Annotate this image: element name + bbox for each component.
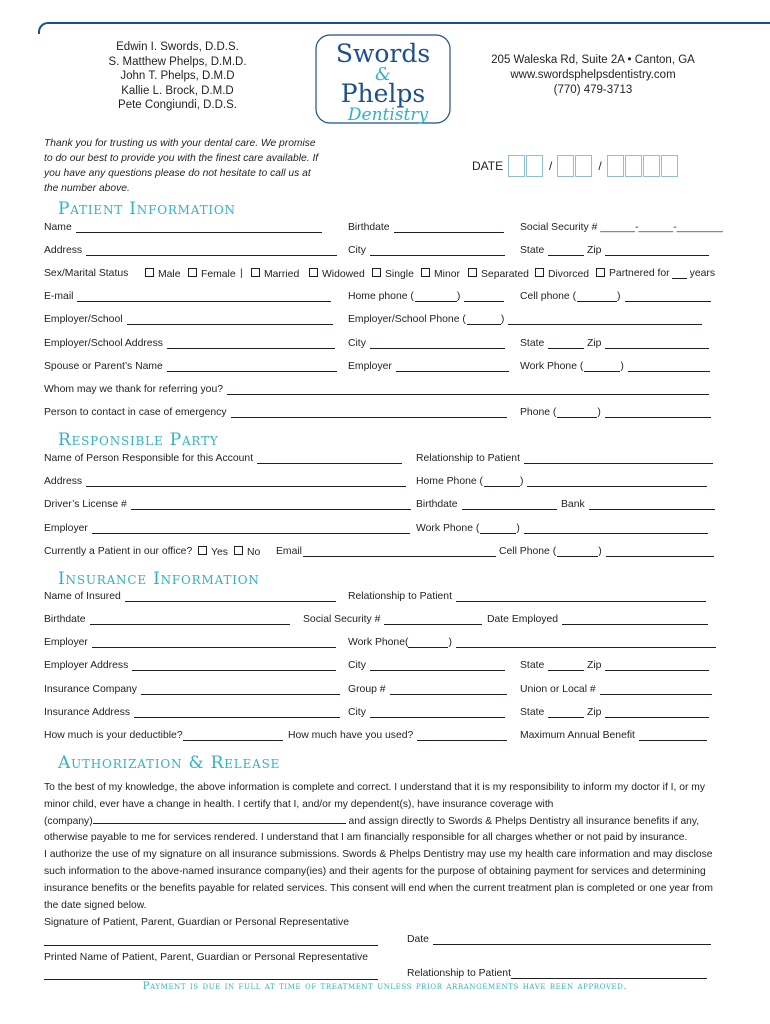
checkbox-no[interactable]: No <box>234 546 260 558</box>
patient-cell-phone-field[interactable]: Cell phone ( ) <box>520 291 711 302</box>
checkbox-minor[interactable]: Minor <box>421 268 460 280</box>
authorization-paragraph-1b: and assign directly to Swords & Phelps Dentistry all insurance benefits if any, otherwise payable to me for services rendered. I understand that I am financially responsible for all charges whether or not paid by insurance. <box>44 815 700 844</box>
insurance-city-field[interactable]: City <box>348 707 505 718</box>
emergency-contact-field[interactable]: Person to contact in case of emergency <box>44 407 507 418</box>
date-day-box-2[interactable] <box>575 155 592 177</box>
patient-zip-field[interactable]: Zip <box>587 245 709 256</box>
section-title-insurance: Insurance Information <box>58 569 260 589</box>
separator-bar: | <box>240 268 243 279</box>
logo-script-dentistry: Dentistry <box>347 105 429 125</box>
patient-email-field[interactable]: E-mail <box>44 291 331 302</box>
company-input-line[interactable] <box>93 814 346 824</box>
checkbox-icon[interactable] <box>596 268 605 277</box>
checkbox-icon[interactable] <box>421 268 430 277</box>
insurance-state-field[interactable]: State <box>520 707 584 718</box>
insured-employer-city-field[interactable]: City <box>348 660 505 671</box>
max-annual-benefit-field[interactable]: Maximum Annual Benefit <box>520 730 707 741</box>
union-local-field[interactable]: Union or Local # <box>520 684 712 695</box>
date-slash: / <box>549 159 553 173</box>
payment-footer-note: Payment is due in full at time of treatment unless prior arrangements have been approved. <box>142 981 628 992</box>
patient-address-field[interactable]: Address <box>44 245 337 256</box>
current-patient-label: Currently a Patient in our office? <box>44 546 193 557</box>
patient-ssn-field[interactable]: Social Security # ______-______-________ <box>520 222 723 233</box>
dentist-name: Edwin I. Swords, D.D.S. <box>116 41 239 53</box>
checkbox-divorced[interactable]: Divorced <box>535 268 589 280</box>
checkbox-partnered[interactable]: Partnered for years <box>596 268 715 279</box>
patient-state-field[interactable]: State <box>520 245 584 256</box>
employer-school-city-field[interactable]: City <box>348 338 505 349</box>
insured-employer-field[interactable]: Employer <box>44 637 336 648</box>
sex-marital-label: Sex/Marital Status <box>44 268 129 279</box>
date-year-box-1[interactable] <box>607 155 624 177</box>
employer-school-phone-field[interactable]: Employer/School Phone ( ) <box>348 314 702 325</box>
logo-word-swords: Swords <box>335 39 431 68</box>
insured-name-field[interactable]: Name of Insured <box>44 591 336 602</box>
signature-label: Signature of Patient, Parent, Guardian or Personal Representative <box>44 917 349 928</box>
date-month-box-2[interactable] <box>526 155 543 177</box>
insured-work-phone-field[interactable]: Work Phone( ) <box>348 637 716 648</box>
insured-employer-state-field[interactable]: State <box>520 660 584 671</box>
emergency-phone-field[interactable]: Phone ( ) <box>520 407 711 418</box>
date-day-box-1[interactable] <box>557 155 574 177</box>
section-title-authorization: Authorization & Release <box>58 753 281 773</box>
authorization-paragraph-2: I authorize the use of my signature on all insurance submissions. Swords & Phelps Dentistry may use my health care information and may disclose such information to the above-named insurance company(ies) and their agents for the purpose of obtaining payment for services and determining insurance benefits or the benefits payable for related services. This consent will end when the current treatment plan is completed or one year from the date signed below. <box>44 849 713 911</box>
employer-school-field[interactable]: Employer/School <box>44 314 333 325</box>
date-slash: / <box>598 159 602 173</box>
patient-city-field[interactable]: City <box>348 245 505 256</box>
insurance-address-field[interactable]: Insurance Address <box>44 707 340 718</box>
checkbox-icon[interactable] <box>309 268 318 277</box>
printed-name-label: Printed Name of Patient, Parent, Guardian or Personal Representative <box>44 952 369 963</box>
address-line: 205 Waleska Rd, Suite 2A • Canton, GA <box>491 54 695 66</box>
date-year-box-4[interactable] <box>661 155 678 177</box>
intro-text: Thank you for trusting us with your dental care. We promise to do our best to provide you with the finest care available. If you have any questions please do not hesitate to call us at the number above. <box>44 138 319 194</box>
insurance-company-field[interactable]: Insurance Company <box>44 684 340 695</box>
responsible-cell-phone-field[interactable]: Cell Phone ( ) <box>499 546 714 557</box>
checkbox-icon[interactable] <box>198 546 207 555</box>
section-title-patient: Patient Information <box>58 199 236 219</box>
checkbox-icon[interactable] <box>188 268 197 277</box>
employer-school-state-field[interactable]: State <box>520 338 584 349</box>
date-year-box-2[interactable] <box>625 155 642 177</box>
date-year-box-3[interactable] <box>643 155 660 177</box>
signature-date-field[interactable]: Date <box>407 934 711 945</box>
logo-word-phelps: Phelps <box>340 79 426 108</box>
practice-address <box>488 53 698 98</box>
checkbox-icon[interactable] <box>145 268 154 277</box>
responsible-email-field[interactable]: Email <box>276 546 496 557</box>
phone-number: (770) 479-3713 <box>553 84 633 96</box>
spouse-parent-name-field[interactable]: Spouse or Parent’s Name <box>44 361 337 372</box>
date-label: DATE <box>472 159 504 173</box>
company-label: (company) <box>44 815 93 827</box>
responsible-address-field[interactable]: Address <box>44 476 406 487</box>
checkbox-icon[interactable] <box>372 268 381 277</box>
checkbox-married[interactable]: Married <box>251 268 299 280</box>
logo-ampersand: & <box>374 64 392 85</box>
insurance-relationship-field[interactable]: Relationship to Patient <box>348 591 706 602</box>
employer-school-address-field[interactable]: Employer/School Address <box>44 338 335 349</box>
dentist-name: S. Matthew Phelps, D.M.D. <box>108 55 247 68</box>
amount-used-field[interactable]: How much have you used? <box>288 730 507 741</box>
signature-relationship-field[interactable]: Relationship to Patient <box>407 968 707 979</box>
date-input-boxes[interactable] <box>508 154 679 178</box>
responsible-employer-field[interactable]: Employer <box>44 523 410 534</box>
patient-name-field[interactable]: Name <box>44 222 322 233</box>
spouse-work-phone-field[interactable]: Work Phone ( ) <box>520 361 710 372</box>
deductible-field[interactable]: How much is your deductible? <box>44 730 283 741</box>
responsible-relationship-field[interactable]: Relationship to Patient <box>416 453 713 464</box>
responsible-home-phone-field[interactable]: Home Phone ( ) <box>416 476 707 487</box>
bank-field[interactable]: Bank <box>561 499 715 510</box>
checkbox-widowed[interactable]: Widowed <box>309 268 365 280</box>
date-month-box-1[interactable] <box>508 155 525 177</box>
dentist-name: Kallie L. Brock, D.M.D <box>121 84 234 97</box>
dentist-list <box>100 40 255 113</box>
responsible-name-field[interactable]: Name of Person Responsible for this Account <box>44 453 402 464</box>
authorization-paragraph-1: To the best of my knowledge, the above information is complete and correct. I understand that it is my responsibility to inform my doctor if I, or my minor child, ever have a change in health. I certify that I, and/or my dependent(s), have insurance coverage with <box>44 782 706 810</box>
checkbox-icon[interactable] <box>234 546 243 555</box>
spouse-employer-field[interactable]: Employer <box>348 361 509 372</box>
patient-birthdate-field[interactable]: Birthdate <box>348 222 504 233</box>
checkbox-single[interactable]: Single <box>372 268 414 280</box>
checkbox-male[interactable]: Male <box>145 268 181 280</box>
insured-employer-zip-field[interactable]: Zip <box>587 660 709 671</box>
insurance-zip-field[interactable]: Zip <box>587 707 709 718</box>
insured-birthdate-field[interactable]: Birthdate <box>44 614 290 625</box>
group-number-field[interactable]: Group # <box>348 684 507 695</box>
checkbox-female[interactable]: Female <box>188 268 236 280</box>
responsible-work-phone-field[interactable]: Work Phone ( ) <box>416 523 708 534</box>
signature-line[interactable] <box>44 944 378 946</box>
date-employed-field[interactable]: Date Employed <box>487 614 708 625</box>
authorization-text <box>44 780 724 914</box>
patient-home-phone-field[interactable]: Home phone ( ) <box>348 291 504 302</box>
referral-field[interactable]: Whom may we thank for referring you? <box>44 384 709 395</box>
checkbox-icon[interactable] <box>251 268 260 277</box>
insured-ssn-field[interactable]: Social Security # <box>303 614 482 625</box>
practice-logo <box>314 32 452 128</box>
dentist-name: John T. Phelps, D.M.D <box>120 70 235 83</box>
printed-name-line[interactable] <box>44 978 378 980</box>
insured-employer-address-field[interactable]: Employer Address <box>44 660 336 671</box>
website-link[interactable]: www.swordsphelpsdentistry.com <box>510 69 676 81</box>
section-title-responsible: Responsible Party <box>58 430 219 450</box>
responsible-birthdate-field[interactable]: Birthdate <box>416 499 557 510</box>
dentist-name: Pete Congiundi, D.D.S. <box>118 99 237 112</box>
checkbox-separated[interactable]: Separated <box>468 268 529 280</box>
employer-school-zip-field[interactable]: Zip <box>587 338 709 349</box>
drivers-license-field[interactable]: Driver’s License # <box>44 499 411 510</box>
checkbox-icon[interactable] <box>468 268 477 277</box>
checkbox-yes[interactable]: Yes <box>198 546 228 558</box>
checkbox-icon[interactable] <box>535 268 544 277</box>
